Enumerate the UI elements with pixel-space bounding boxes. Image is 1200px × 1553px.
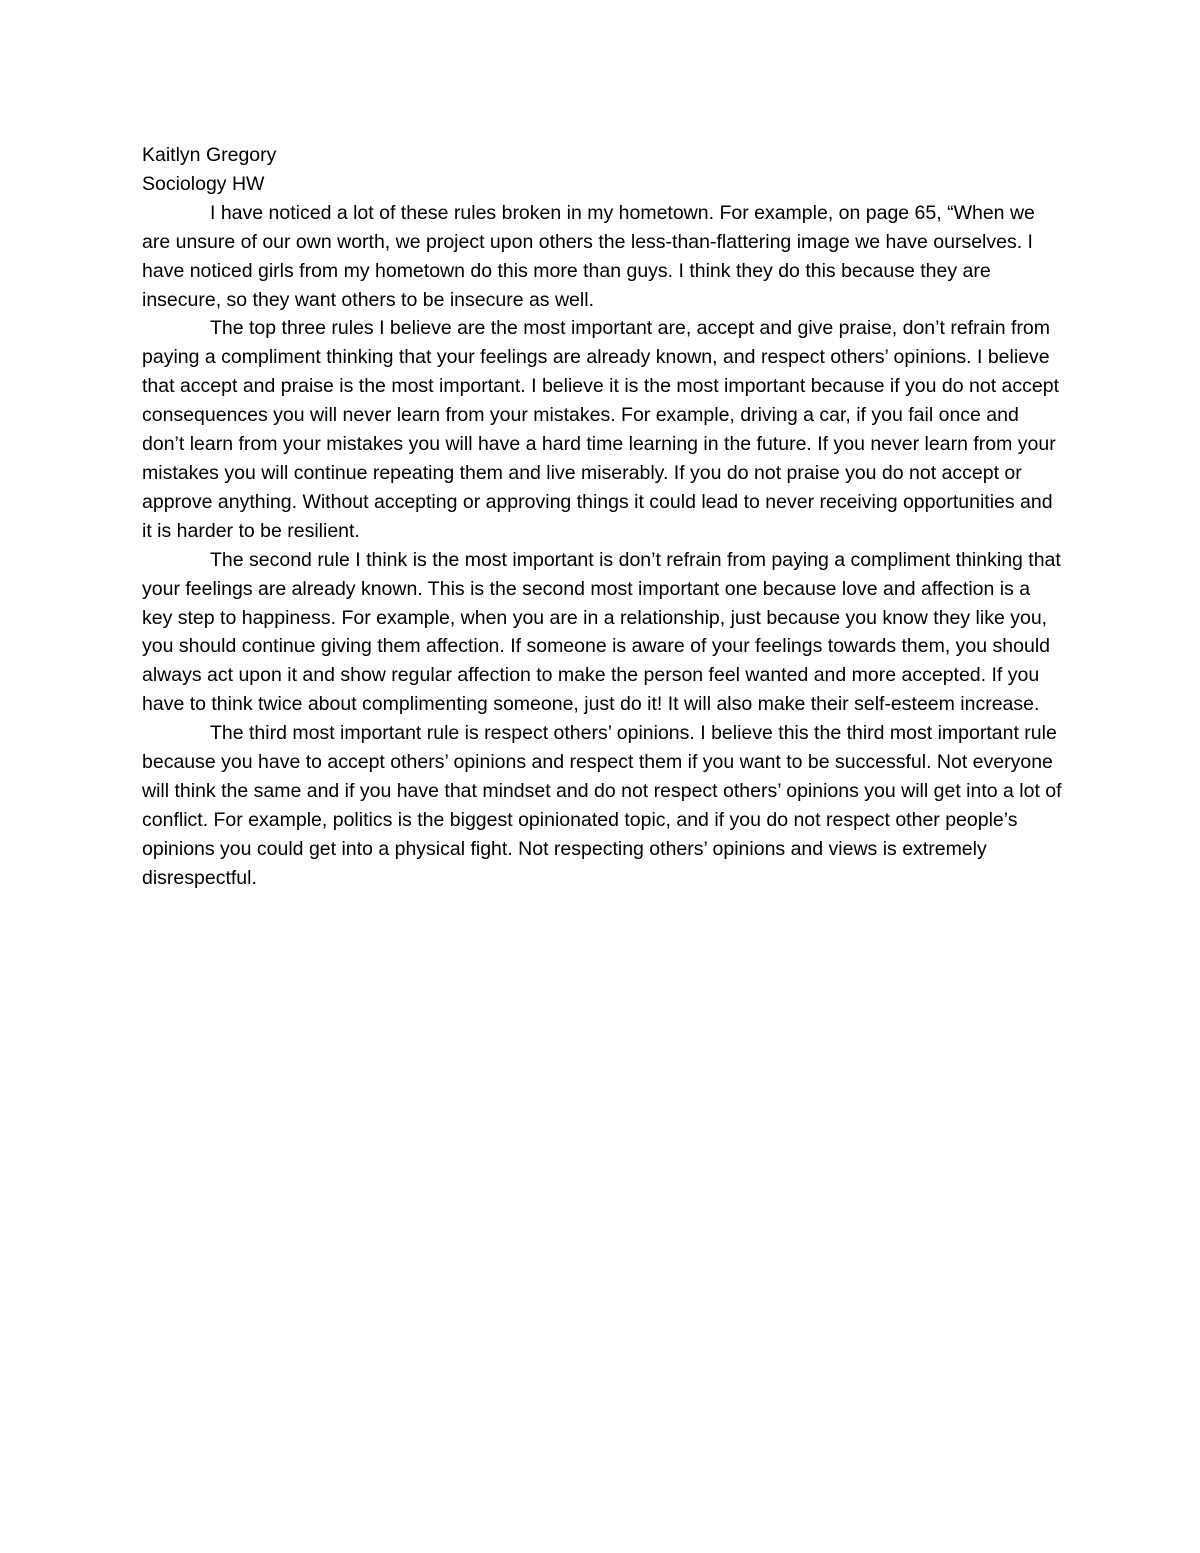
paragraph-4: The third most important rule is respect others’ opinions. I believe this the third most important rule because you have to accept others’ opinions and respect them if you want to be successful. Not everyone will think the same and if you have that mindset and do not respect others’ opinions you will get into a lot of conflict. For example, politics is the biggest opinionated topic, and if you do not respect other people’s opinions you could get into a physical fight. Not respecting others’ opinions and views is extremely disrespectful. [142,722,1062,889]
paragraph-3: The second rule I think is the most important is don’t refrain from paying a compliment thinking that your feelings are already known. This is the second most important one because love and affection is a key step to happiness. For example, when you are in a relationship, just because you know they like you, you should continue giving them affection. If someone is aware of your feelings towards them, you should always act upon it and show regular affection to make the person feel wanted and more accepted. If you have to think twice about complimenting someone, just do it! It will also make their self-esteem increase. [142,548,1061,716]
paragraph-1: I have noticed a lot of these rules broken in my hometown. For example, on page 65, “When we are unsure of our own worth, we project upon others the less-than-flattering image we have ourselves. I have noticed girls from my hometown do this more than guys. I think they do this because they are insecure, so they want others to be insecure as well. [142,201,1035,311]
author-name: Kaitlyn Gregory [142,144,277,166]
course-title: Sociology HW [142,172,265,195]
paragraph-2: The top three rules I believe are the most important are, accept and give praise, don’t refrain from paying a compliment thinking that your feelings are already known, and respect others’ opinions. I believe that accept and praise is the most important. I believe it is the most important because if you do not accept consequences you will never learn from your mistakes. For example, driving a car, if you fail once and don’t learn from your mistakes you will have a hard time learning in the future. If you never learn from your mistakes you will continue repeating them and live miserably. If you do not praise you do not accept or approve anything. Without accepting or approving things it could lead to never receiving opportunities and it is harder to be resilient. [142,317,1059,542]
document-body [142,141,1062,893]
